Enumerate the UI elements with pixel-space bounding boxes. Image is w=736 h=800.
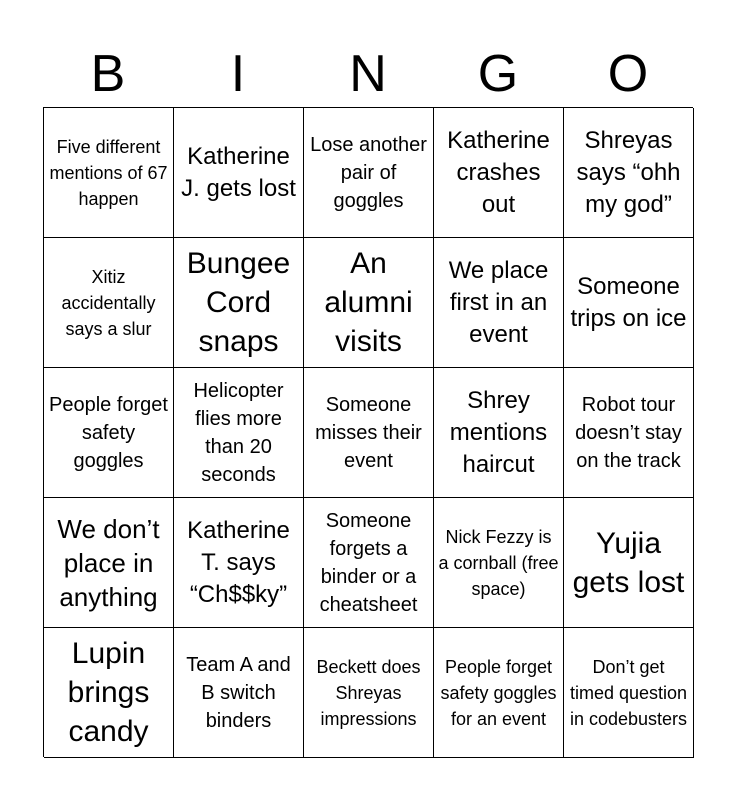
bingo-cell[interactable] xyxy=(564,628,694,758)
cell-text: Yujia gets lost xyxy=(572,526,685,599)
cell-text: Someone misses their event xyxy=(315,393,422,472)
bingo-cell[interactable] xyxy=(44,498,174,628)
bingo-cell[interactable] xyxy=(434,368,564,498)
bingo-cell[interactable] xyxy=(44,628,174,758)
header-letter-g: G xyxy=(477,45,519,103)
cell-text: Xitiz accidentally says a slur xyxy=(61,266,156,339)
bingo-cell[interactable] xyxy=(304,238,434,368)
cell-text: Katherine T. says “Ch$$ky” xyxy=(187,516,290,608)
cell-text: We don’t place in anything xyxy=(57,513,160,612)
bingo-board xyxy=(43,107,693,757)
header-letter-o: O xyxy=(607,45,649,103)
cell-text: Katherine crashes out xyxy=(447,126,550,218)
bingo-cell[interactable] xyxy=(434,628,564,758)
bingo-cell[interactable] xyxy=(564,108,694,238)
bingo-cell[interactable] xyxy=(434,108,564,238)
cell-text: Lupin brings candy xyxy=(67,637,150,748)
cell-text: Someone trips on ice xyxy=(570,272,687,332)
bingo-cell[interactable] xyxy=(174,108,304,238)
bingo-cell[interactable] xyxy=(44,238,174,368)
bingo-cell[interactable] xyxy=(304,368,434,498)
bingo-cell[interactable] xyxy=(434,238,564,368)
bingo-cell[interactable] xyxy=(174,238,304,368)
bingo-header xyxy=(43,40,693,108)
bingo-cell[interactable] xyxy=(564,498,694,628)
bingo-cell[interactable] xyxy=(304,498,434,628)
cell-text: Nick Fezzy is a cornball (free space) xyxy=(438,526,559,599)
bingo-cell[interactable] xyxy=(44,108,174,238)
cell-text: Don’t get timed question in codebusters xyxy=(569,656,688,729)
cell-text: Team A and B switch binders xyxy=(186,653,291,732)
free-space-cell[interactable] xyxy=(434,498,564,628)
bingo-cell[interactable] xyxy=(174,368,304,498)
cell-text: An alumni visits xyxy=(324,247,413,358)
cell-text: People forget safety goggles xyxy=(49,393,168,472)
bingo-cell[interactable] xyxy=(174,498,304,628)
cell-text: Shrey mentions haircut xyxy=(449,386,548,478)
cell-text: Shreyas says “ohh my god” xyxy=(576,126,681,218)
bingo-cell[interactable] xyxy=(304,108,434,238)
cell-text: Katherine J. gets lost xyxy=(181,142,296,202)
bingo-cell[interactable] xyxy=(174,628,304,758)
cell-text: Beckett does Shreyas impressions xyxy=(316,656,421,729)
cell-text: Helicopter flies more than 20 seconds xyxy=(193,379,284,486)
cell-text: Lose another pair of goggles xyxy=(310,133,427,212)
cell-text: Bungee Cord snaps xyxy=(186,247,291,358)
header-letter-n: N xyxy=(349,45,387,103)
cell-text: We place first in an event xyxy=(448,256,549,348)
bingo-cell[interactable] xyxy=(564,238,694,368)
cell-text: Robot tour doesn’t stay on the track xyxy=(575,393,682,472)
cell-text: People forget safety goggles for an event xyxy=(440,656,557,729)
bingo-cell[interactable] xyxy=(564,368,694,498)
bingo-cell[interactable] xyxy=(44,368,174,498)
cell-text: Five different mentions of 67 happen xyxy=(49,136,168,209)
header-letter-i: I xyxy=(230,45,246,103)
bingo-cell[interactable] xyxy=(304,628,434,758)
cell-text: Someone forgets a binder or a cheatsheet xyxy=(319,509,418,616)
header-letter-b: B xyxy=(90,45,126,103)
